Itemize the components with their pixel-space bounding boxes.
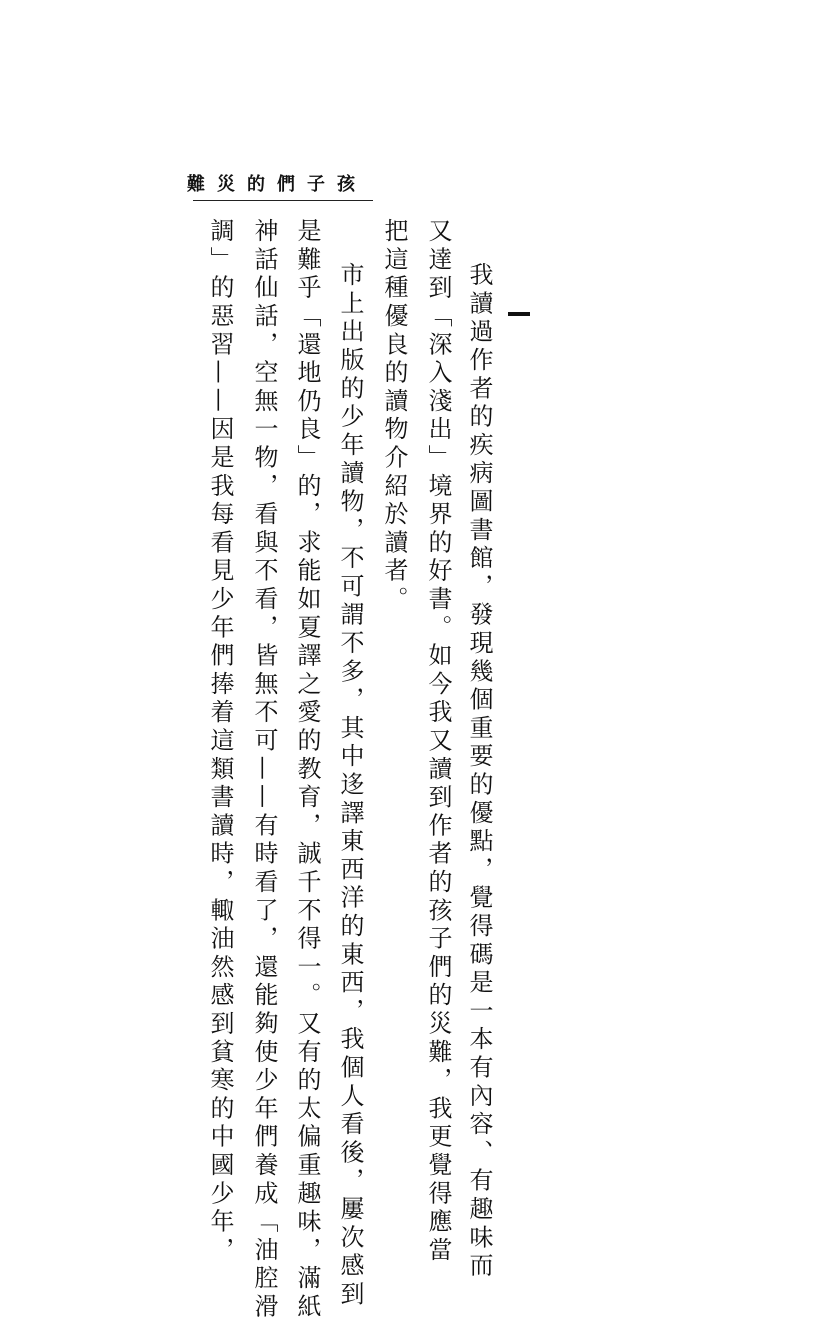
text-column-5: 是難乎「還地仍良」的，求能如夏譯之愛的教育，誠千不得一。又有的太偏重趣味，滿紙 [293,218,321,1322]
text-column-1: 我讀過作者的疾病圖書館，發現幾個重要的優點，覺得碼是一本有內容、有趣味而 [465,262,493,1281]
text-column-6: 神話仙話，空無一物，看與不看，皆無不可——有時看了，還能夠使少年們養成「油腔滑 [250,218,278,1322]
section-number-mark [508,312,530,316]
running-title: 孩子們的災難 [187,174,367,195]
text-column-7: 調」的惡習——因是我每看見少年們捧着這類書讀時，輙油然感到貧寒的中國少年， [206,218,234,1266]
header-rule [193,200,373,201]
text-column-2: 又達到「深入淺出」境界的好書。如今我又讀到作者的孩子們的災難，我更覺得應當 [424,218,452,1266]
text-column-3: 把這種優良的讀物介紹於讀者。 [380,218,408,615]
text-column-4: 市上出版的少年讀物，不可謂不多，其中迻譯東西洋的東西，我個人看後，屢次感到 [336,262,364,1310]
